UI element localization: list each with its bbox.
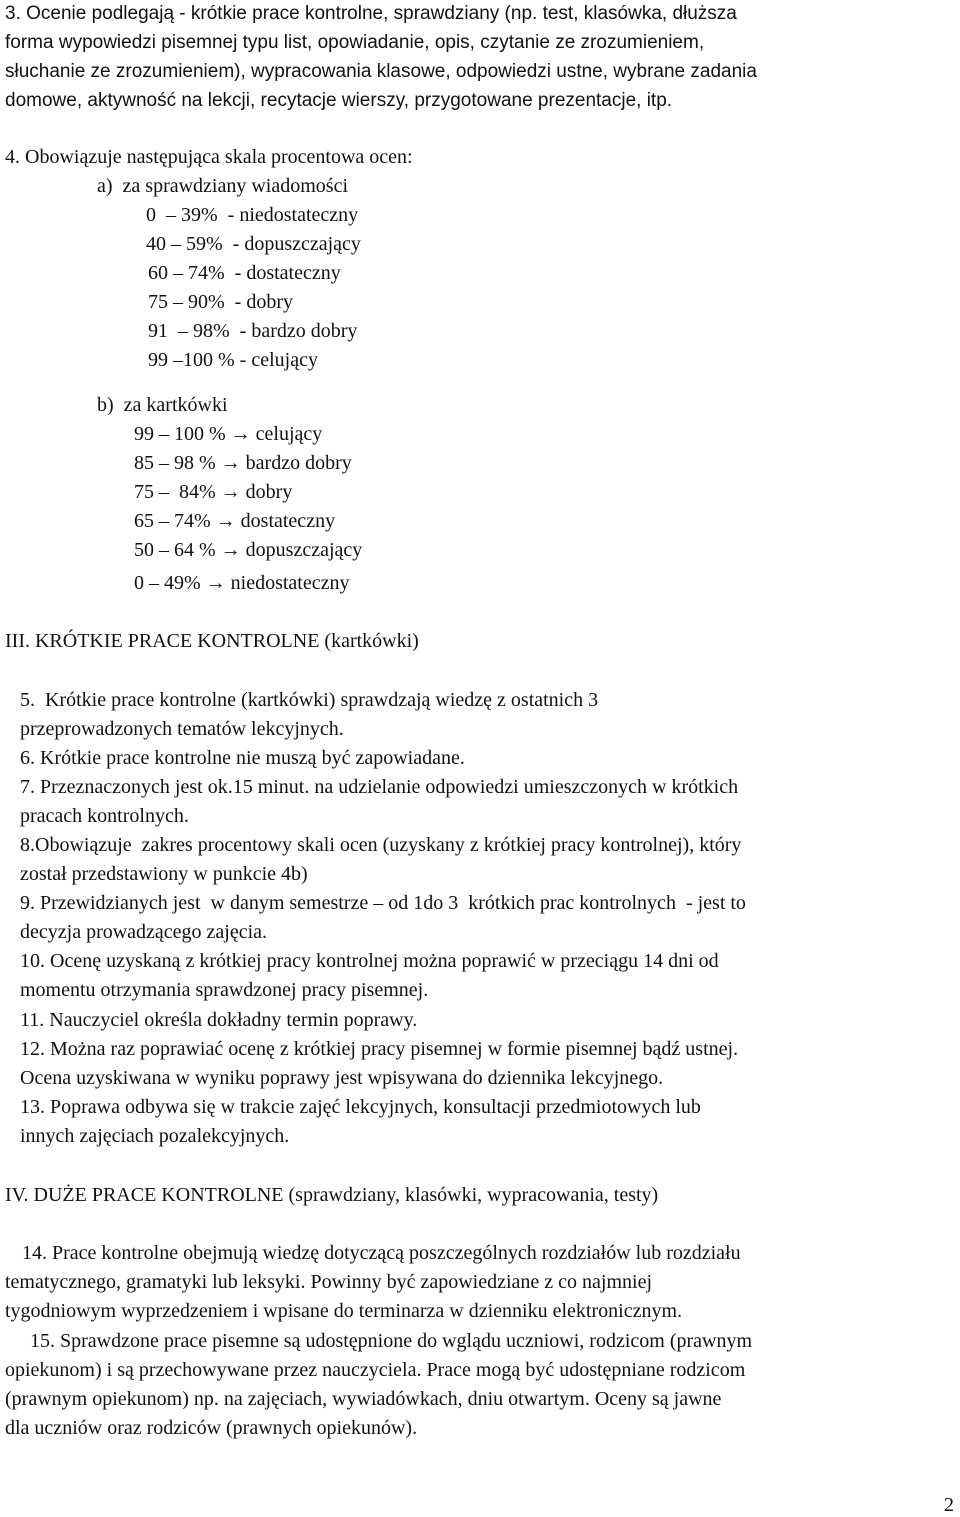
- section-IV-line: opiekunom) i są przechowywane przez nauczyciela. Prace mogą być udostępniane rodzicom: [5, 1359, 746, 1381]
- section-III-line: innych zajęciach pozalekcyjnych.: [20, 1125, 290, 1147]
- section-III-line: 11. Nauczyciel określa dokładny termin poprawy.: [20, 1009, 418, 1031]
- scale-b-item: 50 – 64 % → dopuszczający: [134, 539, 363, 561]
- section-3-line: domowe, aktywność na lekcji, recytacje wierszy, przygotowane prezentacje, itp.: [5, 90, 673, 111]
- scale-b-item: 65 – 74% → dostateczny: [134, 510, 336, 532]
- section-III-line: przeprowadzonych tematów lekcyjnych.: [20, 718, 344, 740]
- section-III-line: został przedstawiony w punkcie 4b): [20, 863, 308, 885]
- section-III-heading: III. KRÓTKIE PRACE KONTROLNE (kartkówki): [5, 630, 419, 652]
- section-IV-line: tygodniowym wyprzedzeniem i wpisane do terminarza w dzienniku elektronicznym.: [5, 1300, 683, 1322]
- section-III-line: 12. Można raz poprawiać ocenę z krótkiej pracy pisemnej w formie pisemnej bądź ustnej.: [20, 1038, 739, 1060]
- scale-a-item: 60 – 74% - dostateczny: [143, 262, 341, 284]
- section-III-line: Ocena uzyskiwana w wyniku poprawy jest wpisywana do dziennika lekcyjnego.: [20, 1067, 664, 1089]
- section-IV-line: 15. Sprawdzone prace pisemne są udostępnione do wglądu uczniowi, rodzicom (prawnym: [30, 1330, 753, 1352]
- page-number: 2: [944, 1494, 954, 1516]
- scale-b-label: b) za kartkówki: [97, 394, 228, 416]
- section-IV-heading: IV. DUŻE PRACE KONTROLNE (sprawdziany, klasówki, wypracowania, testy): [5, 1184, 659, 1206]
- scale-a-item: 99 –100 % - celujący: [143, 349, 318, 371]
- scale-a-item: 40 – 59% - dopuszczający: [146, 233, 361, 255]
- scale-a-item: 0 – 39% - niedostateczny: [146, 204, 359, 226]
- section-IV-line: dla uczniów oraz rodziców (prawnych opiekunów).: [5, 1417, 418, 1439]
- section-IV-line: 14. Prace kontrolne obejmują wiedzę dotyczącą poszczególnych rozdziałów lub rozdziału: [22, 1242, 741, 1264]
- section-IV-line: tematycznego, gramatyki lub leksyki. Powinny być zapowiedziane z co najmniej: [5, 1271, 653, 1293]
- section-3-line: 3. Ocenie podlegają - krótkie prace kontrolne, sprawdziany (np. test, klasówka, dłuższa: [5, 3, 737, 24]
- section-III-line: momentu otrzymania sprawdzonej pracy pisemnej.: [20, 979, 429, 1001]
- section-III-line: decyzja prowadzącego zajęcia.: [20, 921, 268, 943]
- scale-b-item: 0 – 49% → niedostateczny: [134, 572, 350, 594]
- section-3-line: słuchanie ze zrozumieniem), wypracowania klasowe, odpowiedzi ustne, wybrane zadania: [5, 61, 757, 82]
- section-III-line: 9. Przewidzianych jest w danym semestrze – od 1do 3 krótkich prac kontrolnych - jest to: [20, 892, 746, 914]
- section-III-line: 6. Krótkie prace kontrolne nie muszą być zapowiadane.: [20, 747, 465, 769]
- section-3-line: forma wypowiedzi pisemnej typu list, opowiadanie, opis, czytanie ze zrozumieniem,: [5, 32, 705, 53]
- scale-b-item: 75 – 84% → dobry: [134, 481, 293, 503]
- scale-a-label: a) za sprawdziany wiadomości: [97, 175, 349, 197]
- scale-a-item: 75 – 90% - dobry: [143, 291, 293, 313]
- section-IV-line: (prawnym opiekunom) np. na zajęciach, wywiadówkach, dniu otwartym. Oceny są jawne: [5, 1388, 722, 1410]
- section-4-intro: 4. Obowiązuje następująca skala procentowa ocen:: [5, 146, 413, 168]
- section-III-line: 7. Przeznaczonych jest ok.15 minut. na udzielanie odpowiedzi umieszczonych w krótkich: [20, 776, 739, 798]
- scale-a-item: 91 – 98% - bardzo dobry: [143, 320, 358, 342]
- scale-b-item: 85 – 98 % → bardzo dobry: [134, 452, 352, 474]
- section-III-line: 13. Poprawa odbywa się w trakcie zajęć lekcyjnych, konsultacji przedmiotowych lub: [20, 1096, 701, 1118]
- section-III-line: 8.Obowiązuje zakres procentowy skali ocen (uzyskany z krótkiej pracy kontrolnej), który: [20, 834, 742, 856]
- scale-b-item: 99 – 100 % → celujący: [134, 423, 323, 445]
- section-III-line: pracach kontrolnych.: [20, 805, 189, 827]
- section-III-line: 5. Krótkie prace kontrolne (kartkówki) sprawdzają wiedzę z ostatnich 3: [20, 689, 599, 711]
- section-III-line: 10. Ocenę uzyskaną z krótkiej pracy kontrolnej można poprawić w przeciągu 14 dni od: [20, 950, 719, 972]
